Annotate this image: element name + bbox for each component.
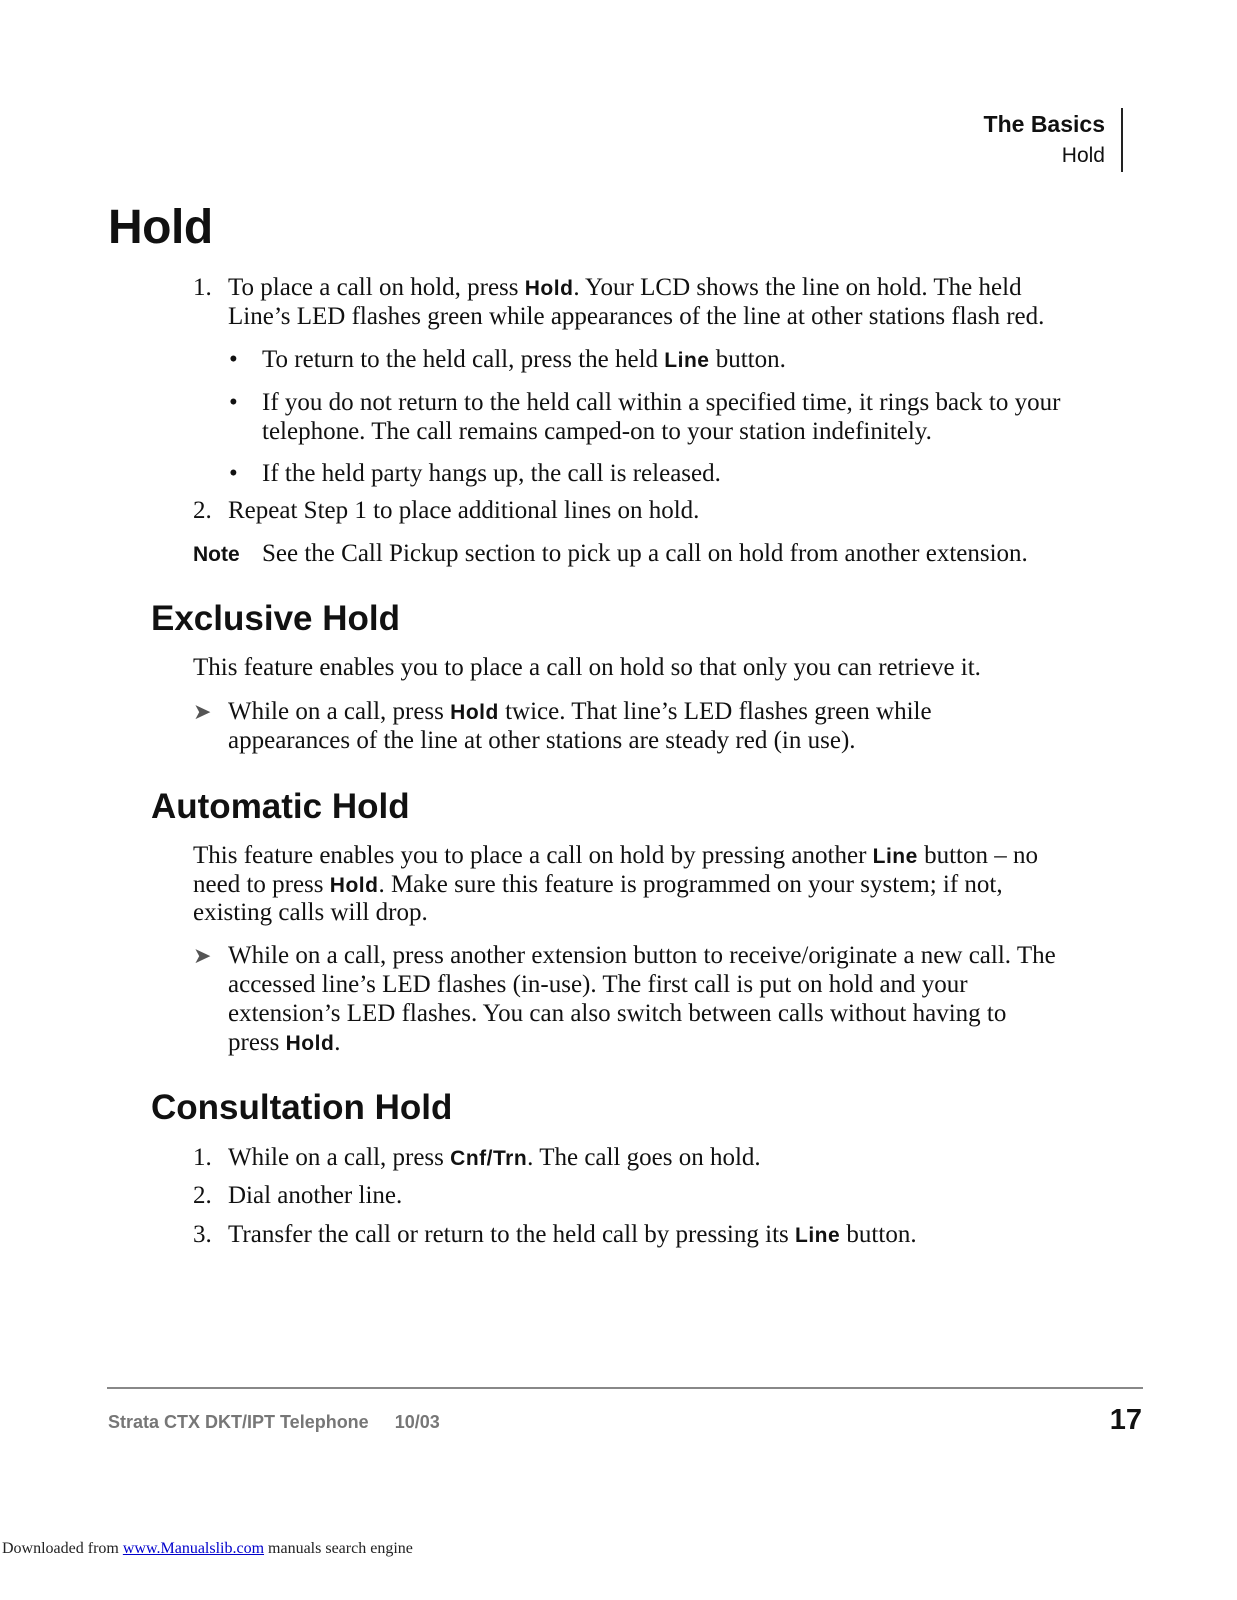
footer-divider xyxy=(107,1387,1143,1389)
exclusive-step-line-1: While on a call, press Hold twice. That line’s LED flashes green while xyxy=(228,698,932,725)
step-1-number: 1. xyxy=(193,274,212,301)
automatic-intro-line-3: existing calls will drop. xyxy=(193,899,428,926)
hold-key: Hold xyxy=(285,1032,335,1055)
consult-step-3: Transfer the call or return to the held call by pressing its Line button. xyxy=(228,1221,917,1248)
arrow-icon: ➤ xyxy=(193,943,212,968)
download-notice: Downloaded from www.Manualslib.com manuals search engine xyxy=(2,1540,413,1557)
step-1-line-1: To place a call on hold, press Hold. Your LCD shows the line on hold. The held xyxy=(228,274,1022,301)
note-text: See the Call Pickup section to pick up a call on hold from another extension. xyxy=(262,540,1028,567)
exclusive-hold-heading: Exclusive Hold xyxy=(151,599,400,638)
bullet-mark: • xyxy=(229,346,238,373)
consult-step-2-number: 2. xyxy=(193,1182,212,1209)
consult-step-1: While on a call, press Cnf/Trn. The call goes on hold. xyxy=(228,1144,761,1171)
bullet-mark: • xyxy=(229,389,238,416)
bullet-1: To return to the held call, press the held Line button. xyxy=(262,346,786,373)
line-key: Line xyxy=(664,349,710,372)
header-subsection: Hold xyxy=(1061,144,1105,167)
manualslib-link[interactable]: www.Manualslib.com xyxy=(122,1540,265,1557)
hold-key: Hold xyxy=(329,874,379,897)
footer-date: 10/03 xyxy=(394,1412,440,1432)
line-key: Line xyxy=(795,1224,841,1247)
automatic-intro-line-1: This feature enables you to place a call on hold by pressing another Line button – no xyxy=(193,842,1038,869)
consult-step-2: Dial another line. xyxy=(228,1182,403,1209)
automatic-step-line-1: While on a call, press another extension button to receive/originate a new call. The xyxy=(228,942,1056,969)
cnf-trn-key: Cnf/Trn xyxy=(450,1147,528,1170)
arrow-icon: ➤ xyxy=(193,699,212,724)
footer-product: Strata CTX DKT/IPT Telephone 10/03 xyxy=(108,1412,440,1432)
hold-key: Hold xyxy=(450,701,499,724)
page-title: Hold xyxy=(108,201,213,254)
step-2-number: 2. xyxy=(193,497,212,524)
step-1-line-2: Line’s LED flashes green while appearances of the line at other stations flash red. xyxy=(228,303,1045,330)
exclusive-step-line-2: appearances of the line at other stations are steady red (in use). xyxy=(228,727,856,754)
automatic-step-line-2: accessed line’s LED flashes (in-use). The first call is put on hold and your xyxy=(228,971,968,998)
bullet-2-line-1: If you do not return to the held call within a specified time, it rings back to your xyxy=(262,389,1061,416)
line-key: Line xyxy=(872,845,918,868)
automatic-step-line-4: press Hold. xyxy=(228,1029,341,1056)
running-header xyxy=(984,108,1123,172)
automatic-intro-line-2: need to press Hold. Make sure this feature is programmed on your system; if not, xyxy=(193,871,1003,898)
automatic-hold-heading: Automatic Hold xyxy=(151,787,410,826)
automatic-step-line-3: extension’s LED flashes. You can also switch between calls without having to xyxy=(228,1000,1007,1027)
consult-step-1-number: 1. xyxy=(193,1144,212,1171)
header-section: The Basics xyxy=(983,111,1105,137)
page-number: 17 xyxy=(1109,1404,1142,1436)
note-label: Note xyxy=(193,543,240,566)
step-2-text: Repeat Step 1 to place additional lines on hold. xyxy=(228,497,700,524)
exclusive-intro: This feature enables you to place a call on hold so that only you can retrieve it. xyxy=(193,654,981,681)
bullet-2-line-2: telephone. The call remains camped-on to your station indefinitely. xyxy=(262,418,932,445)
bullet-3: If the held party hangs up, the call is released. xyxy=(262,460,721,487)
hold-key: Hold xyxy=(524,277,574,300)
bullet-mark: • xyxy=(229,460,238,487)
consult-step-3-number: 3. xyxy=(193,1221,212,1248)
consultation-hold-heading: Consultation Hold xyxy=(151,1088,453,1127)
